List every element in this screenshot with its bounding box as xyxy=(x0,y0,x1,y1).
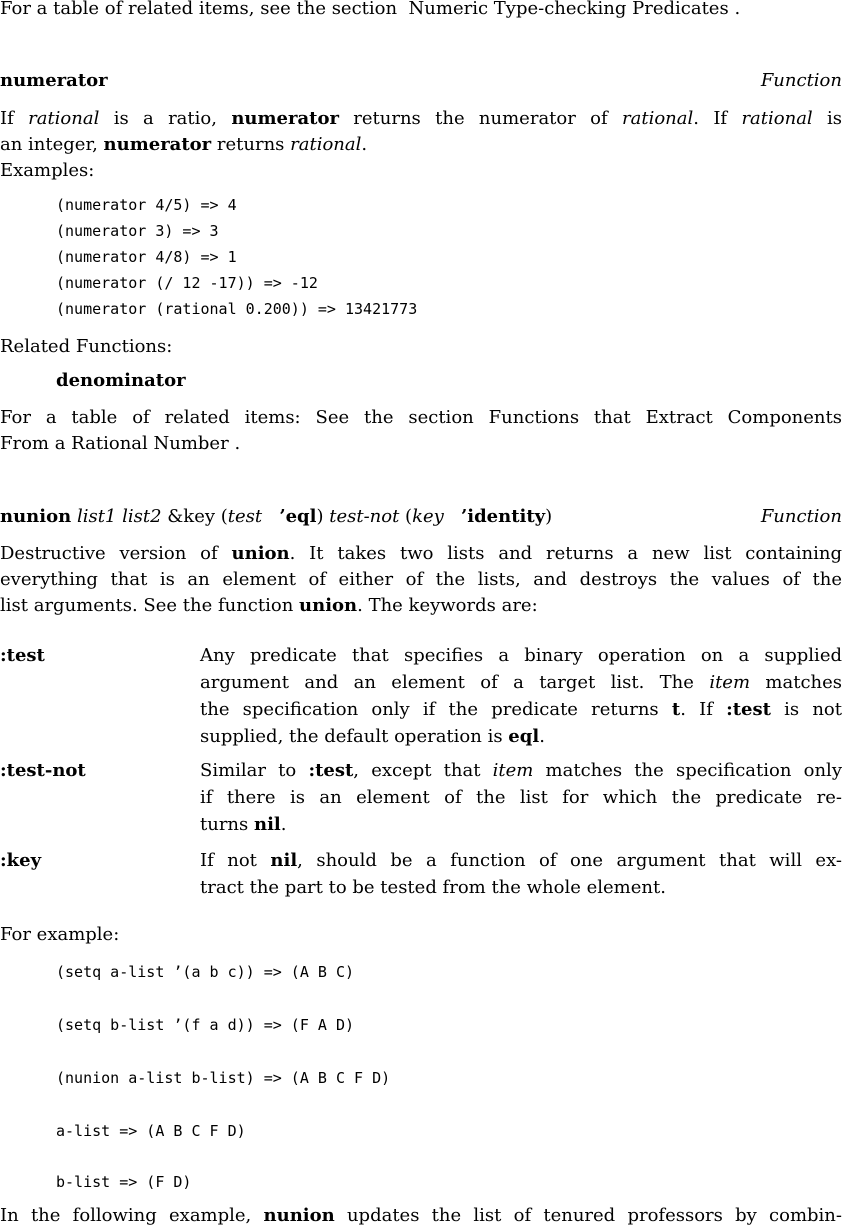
related-function-link[interactable]: denominator xyxy=(56,370,186,391)
keyword-definition: Similar to :test, except that item matches the specification only if there is an element of the list for which the predicate re- turns nil. xyxy=(200,760,842,835)
intro-ref-link[interactable]: Numeric Type-checking Predicates xyxy=(408,0,729,19)
table-reference-link[interactable]: From a Rational Number xyxy=(0,433,229,454)
code-example: (numerator 3) => 3 xyxy=(56,222,219,240)
table-reference-line-2: From a Rational Number . xyxy=(0,433,241,454)
keyword-definition: Any predicate that specifies a binary operation on a supplied argument and an element of a target list. The item matches the specification only if the predicate returns t. If :test is not supplied, the default operation is eql. xyxy=(200,645,842,747)
code-example: (numerator (/ 12 -17)) => -12 xyxy=(56,274,318,292)
code-example: (setq a-list ’(a b c)) => (A B C) xyxy=(56,963,355,981)
for-example-label: For example: xyxy=(0,924,120,945)
related-functions-label: Related Functions: xyxy=(0,336,173,357)
numerator-desc-line-1: If rational is a ratio, numerator returns the numerator of rational. If rational is xyxy=(0,108,842,129)
code-example: a-list => (A B C F D) xyxy=(56,1122,246,1140)
numerator-desc-line-2: an integer, numerator returns rational. xyxy=(0,134,368,155)
keyword-term: :test xyxy=(0,645,45,666)
keyword-term: :key xyxy=(0,850,42,871)
intro-reference: For a table of related items, see the section Numeric Type-checking Predicates . xyxy=(0,0,741,19)
nunion-desc-line-3: list arguments. See the function union. The keywords are: xyxy=(0,595,538,616)
code-example: (nunion a-list b-list) => (A B C F D) xyxy=(56,1069,391,1087)
examples-label: Examples: xyxy=(0,160,95,181)
following-paragraph: In the following example, nunion updates the list of tenured professors by combin- xyxy=(0,1205,842,1226)
entry-kind: Function xyxy=(760,70,842,91)
keyword-definition: If not nil, should be a function of one argument that will ex- tract the part to be tested from the whole element. xyxy=(200,850,842,898)
nunion-desc-line-1: Destructive version of union. It takes two lists and returns a new list containing xyxy=(0,543,842,564)
intro-ref-text: For a table of related items, see the section xyxy=(0,0,398,19)
function-name: numerator xyxy=(0,70,108,91)
code-example: b-list => (F D) xyxy=(56,1173,192,1191)
nunion-desc-line-2: everything that is an element of either of the lists, and destroys the values of the xyxy=(0,569,842,590)
nunion-heading: nunion list1 list2 &key (test ’eql) test-not (key ’identity) Function xyxy=(0,504,842,530)
code-example: (numerator (rational 0.200)) => 13421773 xyxy=(56,300,418,318)
function-name: nunion xyxy=(0,506,72,527)
code-example: (numerator 4/5) => 4 xyxy=(56,196,237,214)
entry-kind: Function xyxy=(760,506,842,527)
code-example: (setq b-list ’(f a d)) => (F A D) xyxy=(56,1016,355,1034)
code-example: (numerator 4/8) => 1 xyxy=(56,248,237,266)
keyword-term: :test-not xyxy=(0,760,86,781)
table-reference-link[interactable]: Functions that Extract Components xyxy=(488,407,842,428)
numerator-heading xyxy=(0,68,842,94)
table-reference-line-1: For a table of related items: See the section Functions that Extract Components xyxy=(0,407,842,428)
